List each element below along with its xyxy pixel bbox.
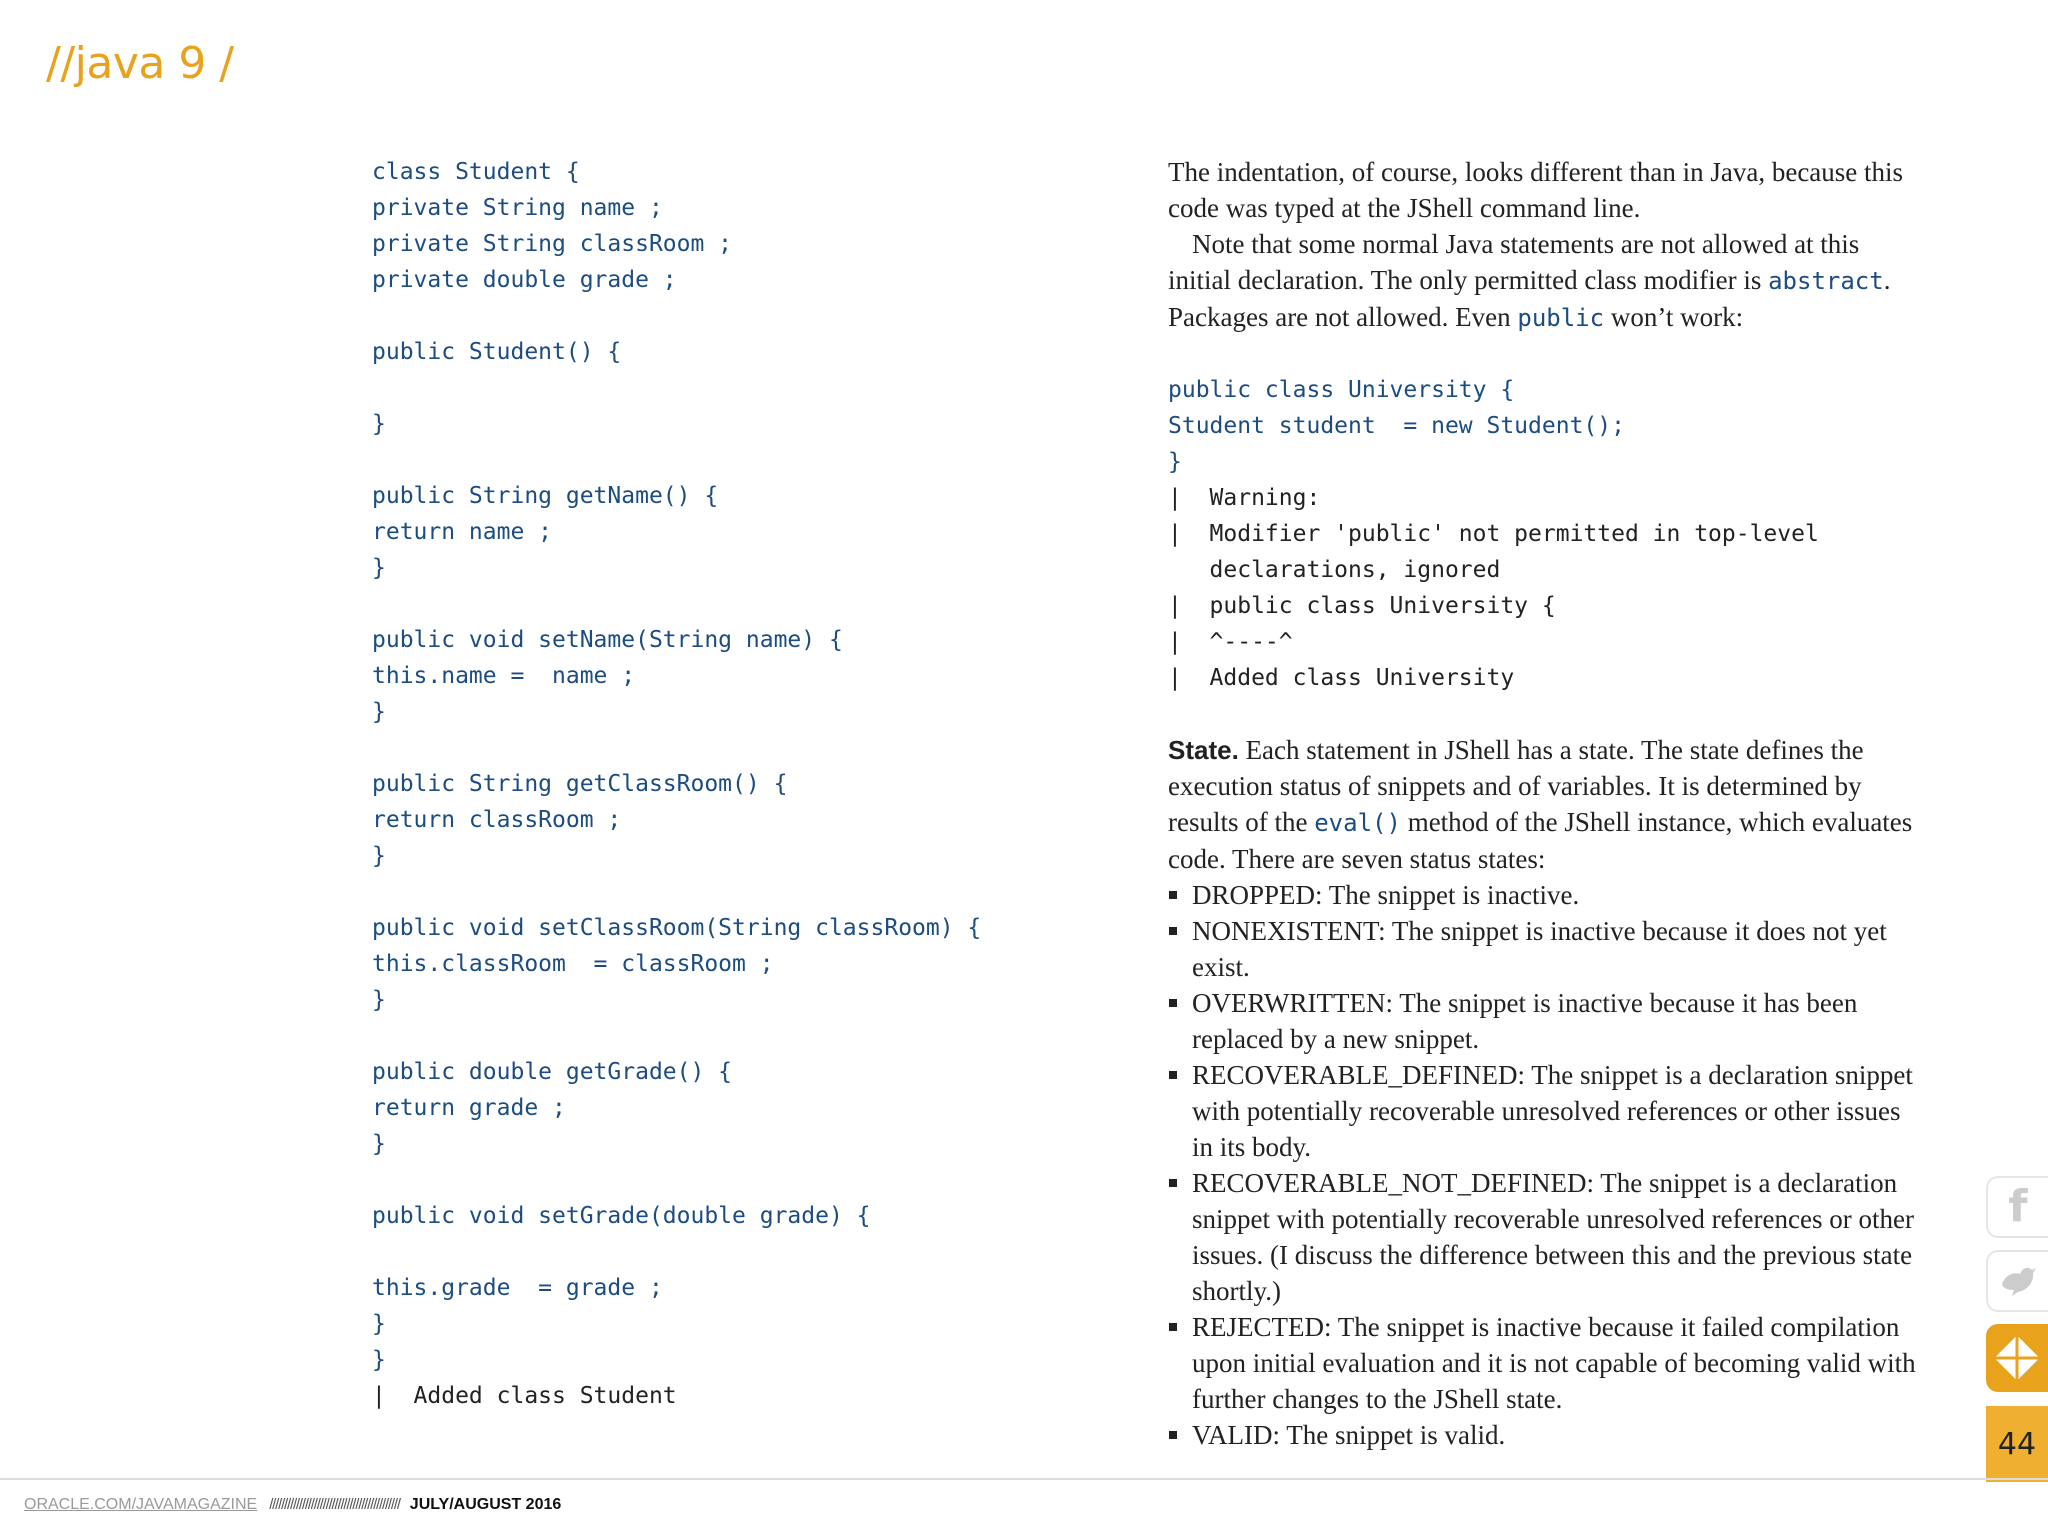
code-line: this.classRoom = classRoom ;	[372, 951, 774, 977]
intro-paragraph-1: The indentation, of course, looks different than in Java, because this code was typed at the JShell command line.	[1168, 157, 1904, 223]
code-line: return classRoom ;	[372, 807, 622, 833]
facebook-icon: f	[2008, 1181, 2028, 1232]
intro-text-a: Note that some normal Java statements are not allowed at this initial declaration. The only permitted class modifier is	[1168, 229, 1860, 295]
issue-date: JULY/AUGUST 2016	[409, 1496, 562, 1513]
code-line: public String getName() {	[372, 483, 719, 509]
code-line: }	[1168, 449, 1182, 475]
section-title: //java 9 /	[46, 38, 234, 89]
twitter-share-button[interactable]	[1986, 1250, 2048, 1312]
intro-text-c: won’t work:	[1604, 302, 1744, 332]
code-line: | ^----^	[1168, 629, 1293, 655]
code-line: }	[372, 987, 386, 1013]
code-line: public double getGrade() {	[372, 1059, 733, 1085]
footer	[24, 1496, 561, 1514]
footer-rule: ////////////////////////////////////////////	[269, 1496, 400, 1513]
facebook-share-button[interactable]	[1986, 1176, 2048, 1238]
code-line: public void setGrade(double grade) {	[372, 1203, 871, 1229]
code-line: }	[372, 699, 386, 725]
inline-code-public: public	[1517, 304, 1605, 332]
code-line: public String getClassRoom() {	[372, 771, 788, 797]
list-item: OVERWRITTEN: The snippet is inactive because it has been replaced by a new snippet.	[1168, 985, 1916, 1057]
state-paragraph	[1168, 732, 1916, 877]
code-line: this.grade = grade ;	[372, 1275, 663, 1301]
article-column	[1168, 154, 1916, 1453]
code-line: | Warning:	[1168, 485, 1321, 511]
code-line: public Student() {	[372, 339, 622, 365]
code-line: return grade ;	[372, 1095, 566, 1121]
code-line: return name ;	[372, 519, 553, 545]
page-number: 44	[1986, 1406, 2048, 1482]
code-line: }	[372, 411, 386, 437]
code-line: | Added class Student	[372, 1383, 677, 1409]
list-item: REJECTED: The snippet is inactive because it failed compilation upon initial evaluation and it is not capable of becoming valid with further changes to the JShell state.	[1168, 1309, 1916, 1417]
code-line: private String name ;	[372, 195, 663, 221]
inline-code-eval: eval()	[1314, 809, 1401, 837]
code-line: }	[372, 1131, 386, 1157]
code-line: }	[372, 1347, 386, 1373]
twitter-icon	[1998, 1264, 2038, 1298]
footer-divider	[0, 1478, 2048, 1480]
code-line: }	[372, 555, 386, 581]
list-item: RECOVERABLE_DEFINED: The snippet is a declaration snippet with potentially recoverable unresolved references or other issues in its body.	[1168, 1057, 1916, 1165]
code-line: private double grade ;	[372, 267, 677, 293]
state-text-a: Each statement in JShell has a state. The state defines the execution status of snippets and of variables. It is determined by results of the	[1168, 735, 1864, 837]
code-line: this.name = name ;	[372, 663, 636, 689]
code-line: Student student = new Student();	[1168, 413, 1625, 439]
code-line: public void setName(String name) {	[372, 627, 843, 653]
code-line: private String classRoom ;	[372, 231, 733, 257]
email-share-button[interactable]	[1986, 1324, 2048, 1392]
code-line: | Modifier 'public' not permitted in top-level	[1168, 521, 1819, 547]
code-line: }	[372, 1311, 386, 1337]
status-states-list	[1168, 877, 1916, 1453]
code-line: class Student {	[372, 159, 580, 185]
list-item: RECOVERABLE_NOT_DEFINED: The snippet is a declaration snippet with potentially recoverable unresolved references or other issues. (I discuss the difference between this and the previous state shortly.)	[1168, 1165, 1916, 1309]
code-line: public class University {	[1168, 377, 1515, 403]
mail-icon	[1995, 1336, 2039, 1380]
student-class-code	[372, 154, 981, 1414]
code-line: declarations, ignored	[1168, 557, 1501, 583]
intro-paragraph-2	[1168, 226, 1916, 336]
code-line: | Added class University	[1168, 665, 1515, 691]
list-item: VALID: The snippet is valid.	[1168, 1417, 1916, 1453]
code-line: public void setClassRoom(String classRoom) {	[372, 915, 982, 941]
state-text-b: method of the JShell instance, which evaluates code. There are seven status states:	[1168, 807, 1913, 874]
intro-text-b: . Packages are not allowed. Even	[1168, 265, 1891, 332]
magazine-site-link[interactable]: ORACLE.COM/JAVAMAGAZINE	[24, 1496, 258, 1513]
list-item: DROPPED: The snippet is inactive.	[1168, 877, 1916, 913]
code-line: }	[372, 843, 386, 869]
university-class-code	[1168, 372, 1916, 696]
list-item: NONEXISTENT: The snippet is inactive because it does not yet exist.	[1168, 913, 1916, 985]
code-line: | public class University {	[1168, 593, 1556, 619]
inline-code-abstract: abstract	[1768, 267, 1884, 295]
state-heading: State.	[1168, 735, 1239, 765]
